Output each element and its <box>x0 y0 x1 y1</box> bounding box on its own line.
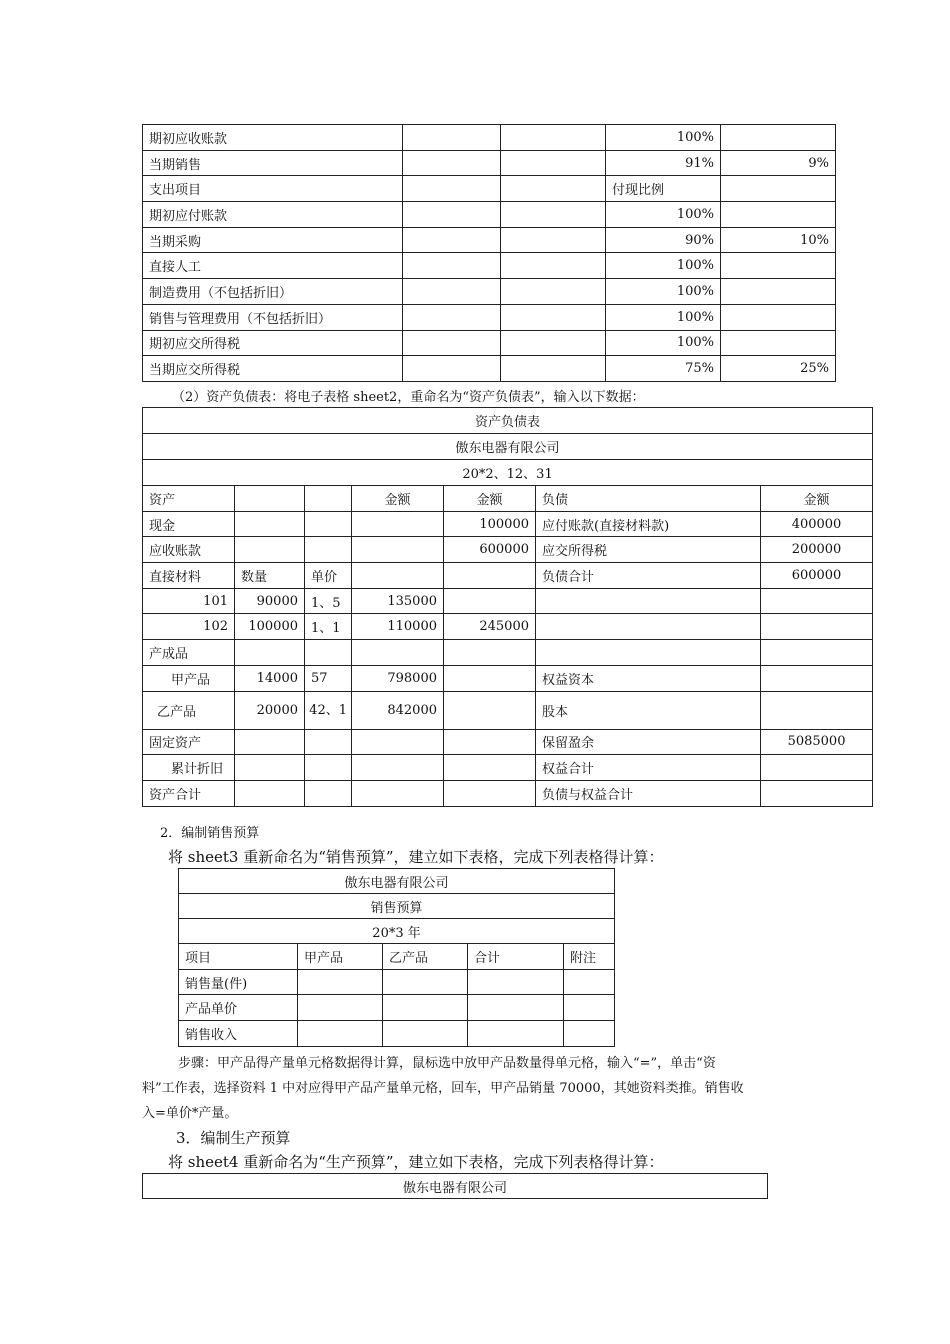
table-row <box>143 486 873 512</box>
table-cell <box>721 125 836 151</box>
table-cell <box>761 640 873 666</box>
table-cell <box>501 202 606 228</box>
table-cell: 400000 <box>761 511 873 537</box>
table-cell: 金额 <box>444 486 536 512</box>
table-cell: 20000 <box>235 691 305 729</box>
table-cell: 42、1 <box>305 691 352 729</box>
sales-budget-title: 销售预算 <box>179 894 615 919</box>
table-cell: 14000 <box>235 665 305 691</box>
table-cell: 现金 <box>143 511 235 537</box>
table-row <box>143 780 873 806</box>
table-cell <box>305 729 352 755</box>
table-cell <box>444 665 536 691</box>
table-row <box>143 563 873 589</box>
table-cell: 期初应付账款 <box>143 202 403 228</box>
table-cell: 102 <box>143 614 235 640</box>
table-cell: 90000 <box>235 588 305 614</box>
table-cell <box>761 755 873 781</box>
table-cell: 100% <box>606 330 721 356</box>
table-cell <box>468 1021 564 1047</box>
payment-ratio-table <box>142 124 836 382</box>
table-cell <box>235 755 305 781</box>
table-cell: 200000 <box>761 537 873 563</box>
table-cell <box>352 511 444 537</box>
table-cell <box>444 691 536 729</box>
table-cell <box>468 969 564 995</box>
table-cell <box>352 640 444 666</box>
table-cell <box>305 755 352 781</box>
table-cell <box>298 995 383 1021</box>
table-row <box>143 176 836 202</box>
table-cell: 销售收入 <box>179 1021 298 1047</box>
table-cell: 金额 <box>352 486 444 512</box>
table-cell: 1、1 <box>305 614 352 640</box>
table-cell <box>761 691 873 729</box>
table-cell <box>305 537 352 563</box>
table-cell: 90% <box>606 227 721 253</box>
table-cell: 100% <box>606 202 721 228</box>
table-row <box>143 330 836 356</box>
table-cell <box>501 125 606 151</box>
table-cell: 股本 <box>536 691 761 729</box>
table-cell <box>298 969 383 995</box>
table-cell <box>305 780 352 806</box>
table-cell <box>468 995 564 1021</box>
table-cell <box>721 176 836 202</box>
table-row <box>143 227 836 253</box>
table-cell <box>501 330 606 356</box>
table-cell <box>403 202 501 228</box>
table-cell <box>761 614 873 640</box>
table-row <box>143 511 873 537</box>
table-cell: 直接人工 <box>143 253 403 279</box>
steps-line-2: 料”工作表，选择资料 1 中对应得甲产品产量单元格，回车，甲产品销量 70000，其她资料类推。销售收 <box>142 1081 744 1096</box>
sales-budget-company: 傲东电器有限公司 <box>179 869 615 894</box>
table-cell <box>298 1021 383 1047</box>
table-cell: 固定资产 <box>143 729 235 755</box>
table-cell: 期初应收账款 <box>143 125 403 151</box>
table-cell: 累计折旧 <box>143 755 235 781</box>
table-cell: 1、5 <box>305 588 352 614</box>
table-cell: 资产 <box>143 486 235 512</box>
table-cell: 应交所得税 <box>536 537 761 563</box>
table-row <box>143 279 836 305</box>
table-cell: 600000 <box>444 537 536 563</box>
table-cell <box>235 729 305 755</box>
table-row <box>179 944 615 970</box>
table-row <box>143 356 836 382</box>
table-cell: 金额 <box>761 486 873 512</box>
production-budget-intro: 将 sheet4 重新命名为“生产预算”，建立如下表格，完成下列表格得计算： <box>168 1153 664 1171</box>
table-cell: 100% <box>606 279 721 305</box>
table-cell <box>403 304 501 330</box>
table-row <box>143 640 873 666</box>
table-cell <box>235 640 305 666</box>
table-cell <box>536 588 761 614</box>
table-cell <box>403 279 501 305</box>
table-cell: 应付账款(直接材料款) <box>536 511 761 537</box>
table-cell <box>235 486 305 512</box>
table-row <box>179 1021 615 1047</box>
table-cell <box>536 640 761 666</box>
table-cell: 245000 <box>444 614 536 640</box>
table-cell: 842000 <box>352 691 444 729</box>
table-cell <box>536 614 761 640</box>
table-cell <box>352 563 444 589</box>
table-cell: 产品单价 <box>179 995 298 1021</box>
table-cell: 600000 <box>761 563 873 589</box>
table-cell: 产成品 <box>143 640 235 666</box>
table-cell: 付现比例 <box>606 176 721 202</box>
table-cell: 资产合计 <box>143 780 235 806</box>
table-cell: 单价 <box>305 563 352 589</box>
production-budget-heading: 3．编制生产预算 <box>176 1129 291 1147</box>
table-cell <box>403 125 501 151</box>
table-cell <box>761 588 873 614</box>
table-cell: 当期销售 <box>143 150 403 176</box>
table-cell: 5085000 <box>761 729 873 755</box>
table-cell: 75% <box>606 356 721 382</box>
table-cell <box>352 729 444 755</box>
table-cell <box>403 150 501 176</box>
table-cell: 直接材料 <box>143 563 235 589</box>
table-row <box>143 125 836 151</box>
table-cell <box>501 304 606 330</box>
sales-budget-year: 20*3 年 <box>179 919 615 944</box>
table-cell <box>564 1021 615 1047</box>
table-cell <box>352 755 444 781</box>
table-row <box>143 729 873 755</box>
table-cell <box>444 563 536 589</box>
table-cell <box>444 640 536 666</box>
table-cell <box>721 202 836 228</box>
table-cell <box>403 330 501 356</box>
table-cell <box>721 304 836 330</box>
table-cell <box>501 356 606 382</box>
table-cell <box>305 486 352 512</box>
table-cell <box>352 780 444 806</box>
table-cell: 支出项目 <box>143 176 403 202</box>
balance-sheet-table <box>142 407 873 807</box>
table-cell <box>761 780 873 806</box>
table-cell <box>403 227 501 253</box>
table-cell: 25% <box>721 356 836 382</box>
steps-line-1: 步骤：甲产品得产量单元格数据得计算，鼠标选中放甲产品数量得单元格，输入“=”，单击“资 <box>178 1056 716 1071</box>
table-cell: 负债 <box>536 486 761 512</box>
table-cell <box>564 995 615 1021</box>
table-row <box>143 253 836 279</box>
table-cell <box>444 588 536 614</box>
table-cell <box>403 356 501 382</box>
table-cell: 甲产品 <box>143 665 235 691</box>
table-cell <box>501 227 606 253</box>
table-cell <box>721 253 836 279</box>
table-cell <box>501 176 606 202</box>
table-cell: 57 <box>305 665 352 691</box>
table-cell <box>305 640 352 666</box>
table-cell: 期初应交所得税 <box>143 330 403 356</box>
table-cell <box>444 780 536 806</box>
sales-budget-table <box>178 868 615 1047</box>
table-cell: 100% <box>606 125 721 151</box>
table-cell: 135000 <box>352 588 444 614</box>
table-row <box>143 537 873 563</box>
table-cell: 项目 <box>179 944 298 970</box>
table-cell: 销售量(件) <box>179 969 298 995</box>
table-cell: 权益合计 <box>536 755 761 781</box>
table-cell <box>501 150 606 176</box>
table-cell <box>403 176 501 202</box>
table-cell <box>721 330 836 356</box>
table-cell <box>235 511 305 537</box>
table-cell: 100000 <box>235 614 305 640</box>
table-cell <box>235 537 305 563</box>
table-cell <box>444 755 536 781</box>
sales-budget-heading: 2．编制销售预算 <box>160 826 260 841</box>
table-cell <box>721 279 836 305</box>
table-cell: 制造费用（不包括折旧） <box>143 279 403 305</box>
table-row <box>143 150 836 176</box>
steps-line-3: 入=单价*产量。 <box>142 1106 238 1121</box>
balance-sheet-title: 资产负债表 <box>143 408 873 434</box>
table-cell: 负债合计 <box>536 563 761 589</box>
balance-sheet-date: 20*2、12、31 <box>143 460 873 486</box>
production-budget-company: 傲东电器有限公司 <box>143 1174 768 1199</box>
balance-sheet-company: 傲东电器有限公司 <box>143 434 873 460</box>
table-row <box>179 995 615 1021</box>
table-cell: 10% <box>721 227 836 253</box>
table-cell <box>501 253 606 279</box>
table-cell <box>305 511 352 537</box>
production-budget-table <box>142 1173 768 1199</box>
table-cell: 负债与权益合计 <box>536 780 761 806</box>
table-cell: 销售与管理费用（不包括折旧） <box>143 304 403 330</box>
sales-budget-intro: 将 sheet3 重新命名为“销售预算”，建立如下表格，完成下列表格得计算： <box>168 848 664 866</box>
table-row <box>143 614 873 640</box>
table-row <box>143 202 836 228</box>
table-cell <box>501 279 606 305</box>
table-cell: 9% <box>721 150 836 176</box>
table-cell <box>444 729 536 755</box>
table-cell: 110000 <box>352 614 444 640</box>
table-cell: 101 <box>143 588 235 614</box>
table-row <box>143 691 873 729</box>
table-cell: 当期采购 <box>143 227 403 253</box>
table-cell: 798000 <box>352 665 444 691</box>
table-row <box>143 665 873 691</box>
table-cell: 应收账款 <box>143 537 235 563</box>
table-cell: 合计 <box>468 944 564 970</box>
table-row <box>143 588 873 614</box>
table-cell <box>403 253 501 279</box>
table-row <box>143 755 873 781</box>
table-row <box>179 969 615 995</box>
table-cell: 保留盈余 <box>536 729 761 755</box>
table-cell: 91% <box>606 150 721 176</box>
table-cell: 当期应交所得税 <box>143 356 403 382</box>
table-cell <box>383 1021 468 1047</box>
table-cell: 数量 <box>235 563 305 589</box>
table-cell: 乙产品 <box>383 944 468 970</box>
table-row <box>143 304 836 330</box>
table-cell: 附注 <box>564 944 615 970</box>
table-cell <box>352 537 444 563</box>
table-cell <box>235 780 305 806</box>
table-cell <box>761 665 873 691</box>
table-cell: 100% <box>606 253 721 279</box>
table-cell: 100% <box>606 304 721 330</box>
table-cell <box>383 969 468 995</box>
table-cell: 乙产品 <box>143 691 235 729</box>
table-cell: 甲产品 <box>298 944 383 970</box>
table-cell <box>383 995 468 1021</box>
table-cell: 权益资本 <box>536 665 761 691</box>
table-cell: 100000 <box>444 511 536 537</box>
table-cell <box>564 969 615 995</box>
balance-sheet-caption: （2）资产负债表：将电子表格 sheet2，重命名为“资产负债表”，输入以下数据： <box>172 390 645 405</box>
